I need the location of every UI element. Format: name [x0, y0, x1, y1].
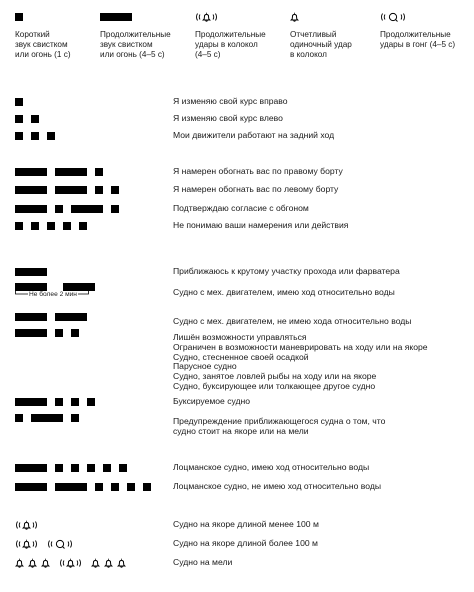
- signal-meaning: Лоцманское судно, не имею ход относительно воды: [173, 481, 382, 491]
- signal-row: [0, 203, 474, 215]
- signal-meaning: Ограничен в возможности маневрировать на ходу или на якоре: [173, 341, 428, 352]
- bell-stroke-icon: [104, 558, 113, 568]
- signal-meaning: Судно с мех. двигателем, имею ход относительно воды: [173, 287, 395, 297]
- signal-meaning: Лоцманское судно, имею ход относительно воды: [173, 462, 370, 472]
- signal-meaning: Приближаюсь к крутому участку прохода или фарватера: [173, 266, 400, 276]
- signal-pattern: [15, 329, 87, 337]
- signal-pattern: [15, 268, 55, 276]
- signal-meaning: Подтверждаю согласие с обгоном: [173, 203, 309, 213]
- signal-row: [0, 166, 474, 178]
- signal-meaning: Судно, буксирующее или толкающее другое судно: [173, 380, 376, 391]
- signal-pattern: [15, 115, 47, 123]
- signal-row: [0, 462, 474, 474]
- signal-row: [0, 557, 474, 569]
- bell-ringing-icon: [15, 539, 22, 549]
- bell-ringing-icon: [15, 520, 22, 530]
- signal-pattern: [15, 168, 111, 176]
- signal-pattern: [15, 483, 159, 491]
- signal-pattern: [15, 538, 73, 549]
- legend-label: Отчетливый одиночный удар в колокол: [290, 30, 352, 59]
- signal-pattern: [15, 98, 31, 106]
- legend-label: Продолжительные звук свистком или огонь (4–5 с): [100, 30, 171, 59]
- legend-label: Короткий звук свистком или огонь (1 с): [15, 30, 71, 59]
- signal-meaning: Судно на якоре длиной менее 100 м: [173, 519, 319, 529]
- legend-gong: [380, 10, 455, 50]
- interval-note: Не более 2 мин: [29, 291, 77, 298]
- signal-row: [0, 481, 474, 493]
- bell-stroke-icon: [41, 558, 50, 568]
- signal-meaning: Я намерен обогнать вас по левому борту: [173, 184, 339, 194]
- signal-row: [0, 220, 474, 232]
- signal-row: [0, 266, 474, 278]
- signal-meaning: Лишён возможности управляться: [173, 332, 307, 342]
- signal-row: [0, 311, 474, 326]
- bell-stroke-icon: [290, 10, 352, 24]
- signal-meaning: Судно на мели: [173, 557, 233, 567]
- signal-meaning: Буксируемое судно: [173, 396, 251, 406]
- signal-pattern: [15, 414, 87, 422]
- signal-meaning: Не понимаю ваши намерения или действия: [173, 220, 349, 230]
- legend-bell-ringing: [195, 10, 266, 60]
- signal-pattern: [15, 186, 127, 194]
- bell-stroke-icon: [15, 558, 24, 568]
- signal-row: [0, 96, 474, 108]
- signal-meaning: Мои движители работают на задний ход: [173, 130, 335, 140]
- legend-bell-stroke: [290, 10, 352, 60]
- gong-icon: [47, 539, 54, 549]
- legend-label: Продолжительные удары в колокол (4–5 с): [195, 30, 266, 59]
- bell-stroke-icon: [28, 558, 37, 568]
- signal-pattern: [15, 557, 126, 568]
- signal-pattern: [15, 132, 63, 140]
- signal-meaning: Предупреждение приближающегося судна о том, что: [173, 416, 386, 426]
- signal-row: [0, 184, 474, 196]
- signal-row: [0, 130, 474, 142]
- signal-row: [0, 396, 474, 408]
- signal-meaning: Судно, стесненное своей осадкой: [173, 351, 309, 362]
- signal-meaning: Парусное судно: [173, 361, 237, 372]
- bell-ringing-icon: [195, 10, 266, 24]
- signal-meaning: судно стоит на якоре или на мели: [173, 425, 309, 436]
- signal-meaning: Я намерен обогнать вас по правому борту: [173, 166, 343, 176]
- bell-stroke-icon: [91, 558, 100, 568]
- legend-prolonged-blast: [100, 10, 171, 60]
- bell-stroke-icon: [117, 558, 126, 568]
- prolonged-blast-icon: [100, 13, 132, 21]
- signal-meaning-multiline: [173, 417, 385, 437]
- legend-short-blast: [15, 10, 71, 60]
- signal-meaning-list: [173, 333, 428, 392]
- signal-pattern: [15, 464, 135, 472]
- signal-meaning: Я изменяю свой курс влево: [173, 113, 283, 123]
- signal-pattern: [15, 313, 95, 321]
- gong-icon: [380, 10, 455, 24]
- bell-icon: [22, 520, 31, 530]
- signal-pattern: [15, 398, 103, 406]
- signal-meaning: Судно, занятое ловлей рыбы на ходу или на якоре: [173, 371, 377, 382]
- bell-ringing-icon: [59, 558, 66, 568]
- signal-pattern: [15, 205, 127, 213]
- signal-meaning: Судно на якоре длиной более 100 м: [173, 538, 318, 548]
- signal-row: [0, 538, 474, 550]
- signal-row: [0, 113, 474, 125]
- short-blast-icon: [15, 13, 23, 21]
- signal-meaning: Я изменяю свой курс вправо: [173, 96, 288, 106]
- signal-meaning: Судно с мех. двигателем, не имею хода относительно воды: [173, 316, 412, 326]
- signal-pattern: [15, 519, 38, 530]
- legend-label: Продолжительные удары в гонг (4–5 с): [380, 30, 456, 49]
- bell-icon: [22, 539, 31, 549]
- signal-row: [0, 519, 474, 531]
- signal-pattern: [15, 222, 95, 230]
